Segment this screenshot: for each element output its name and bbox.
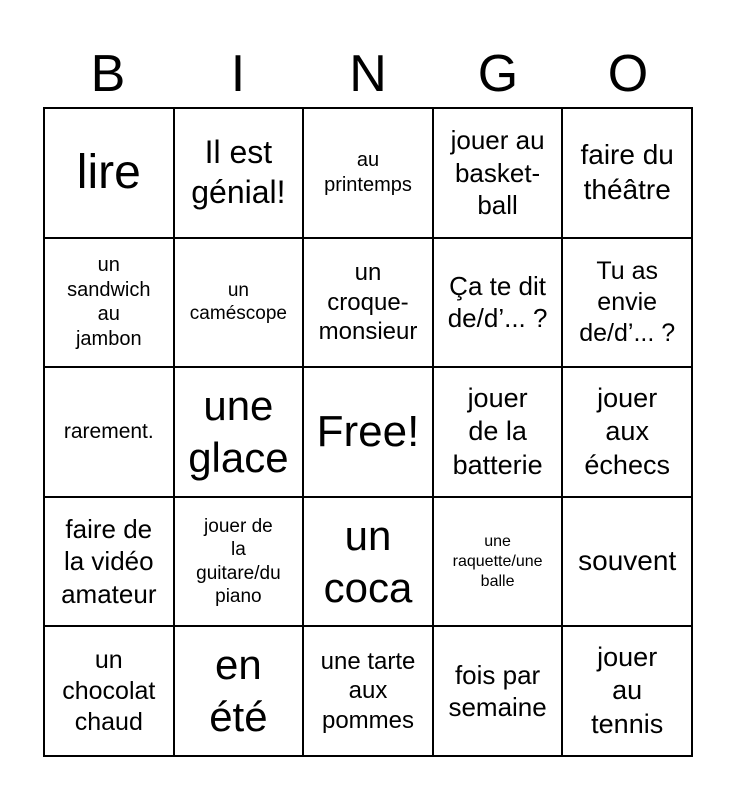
- header-letter-i: I: [230, 45, 246, 103]
- bingo-cell: en été: [174, 626, 304, 756]
- bingo-cell: rarement.: [44, 367, 174, 497]
- bingo-cell: une glace: [174, 367, 304, 497]
- bingo-cell: jouer au tennis: [562, 626, 692, 756]
- header-letter-n: N: [349, 45, 387, 103]
- bingo-cell: lire: [44, 108, 174, 238]
- bingo-grid: [43, 107, 693, 757]
- bingo-header: [43, 40, 693, 108]
- bingo-cell: jouer au basket- ball: [433, 108, 563, 238]
- bingo-cell: au printemps: [303, 108, 433, 238]
- bingo-cell: Tu as envie de/d’... ?: [562, 238, 692, 368]
- bingo-cell: un croque- monsieur: [303, 238, 433, 368]
- bingo-cell: un coca: [303, 497, 433, 627]
- bingo-cell: jouer de la batterie: [433, 367, 563, 497]
- bingo-cell: faire de la vidéo amateur: [44, 497, 174, 627]
- bingo-cell: un caméscope: [174, 238, 304, 368]
- header-letter-b: B: [90, 45, 126, 103]
- bingo-cell: jouer de la guitare/du piano: [174, 497, 304, 627]
- bingo-cell: Ça te dit de/d’... ?: [433, 238, 563, 368]
- header-letter-o: O: [607, 45, 649, 103]
- bingo-cell: un chocolat chaud: [44, 626, 174, 756]
- bingo-cell: fois par semaine: [433, 626, 563, 756]
- bingo-cell: faire du théâtre: [562, 108, 692, 238]
- bingo-cell: souvent: [562, 497, 692, 627]
- bingo-cell: jouer aux échecs: [562, 367, 692, 497]
- bingo-cell: une raquette/une balle: [433, 497, 563, 627]
- bingo-cell: un sandwich au jambon: [44, 238, 174, 368]
- free-space-cell: Free!: [303, 367, 433, 497]
- bingo-cell: Il est génial!: [174, 108, 304, 238]
- header-letter-g: G: [477, 45, 519, 103]
- bingo-cell: une tarte aux pommes: [303, 626, 433, 756]
